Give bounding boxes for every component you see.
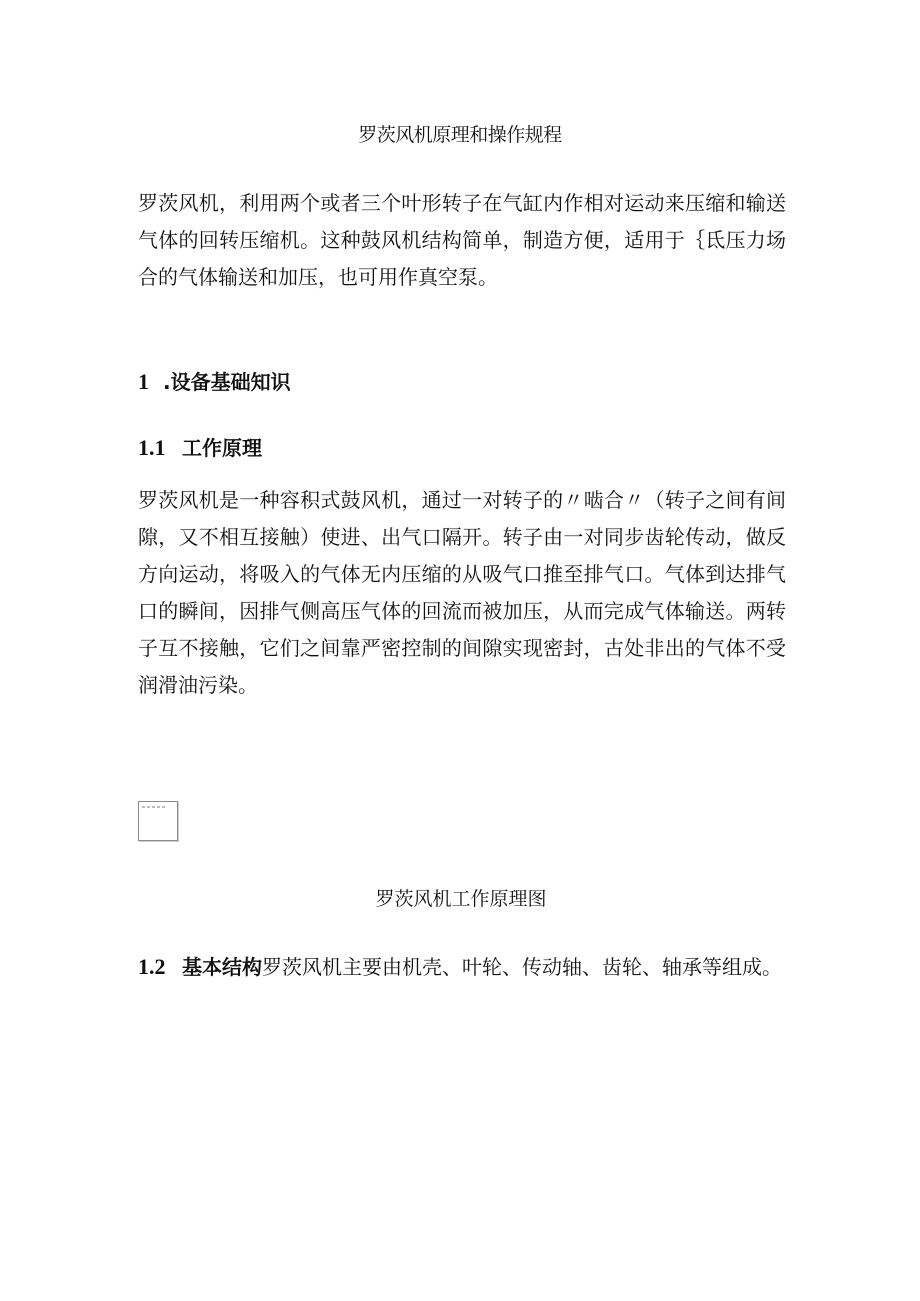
section-heading-1-2: [138, 951, 782, 980]
section-title: .设备基础知识: [163, 370, 291, 394]
figure-image-placeholder: [138, 801, 178, 841]
intro-paragraph: 罗茨风机，利用两个或者三个叶形转子在气缸内作相对运动来压缩和输送气体的回转压缩机。这种鼓风机结构简单，制造方便，适用于｛氐压力场合的气体输送和加压，也可用作真空泵。: [138, 191, 786, 289]
principle-paragraph: 罗茨风机是一种容积式鼓风机，通过一对转子的〃啮合〃（转子之间有间隙，又不相互接触）使进、出气口隔开。转子由一对同步齿轮传动，做反方向运动，将吸入的气体无内压缩的从吸气口推至排气口。气体到达排气口的瞬间，因排气侧高压气体的回流而被加压，从而完成气体输送。两转子互不接触，它们之间靠严密控制的间隙实现密封，古处非出的气体不受润滑油污染。: [138, 488, 786, 697]
section-number: 1.1: [138, 435, 166, 460]
section-number: 1: [138, 369, 149, 394]
section-body: 罗茨风机主要由机壳、叶轮、传动轴、齿轮、轴承等组成。: [262, 955, 782, 979]
section-title: 基本结构: [182, 955, 262, 979]
figure-caption: [0, 884, 920, 911]
section-title: 工作原理: [182, 436, 262, 460]
section-heading-1-1: [138, 432, 262, 461]
section-number: 1.2: [138, 954, 166, 979]
figure-image-stub: [142, 806, 166, 808]
document-title: 罗茨风机原理和操作规程: [358, 124, 562, 146]
section-heading-1: [138, 366, 291, 395]
figure-caption-text: 罗茨风机工作原理图: [375, 888, 547, 910]
